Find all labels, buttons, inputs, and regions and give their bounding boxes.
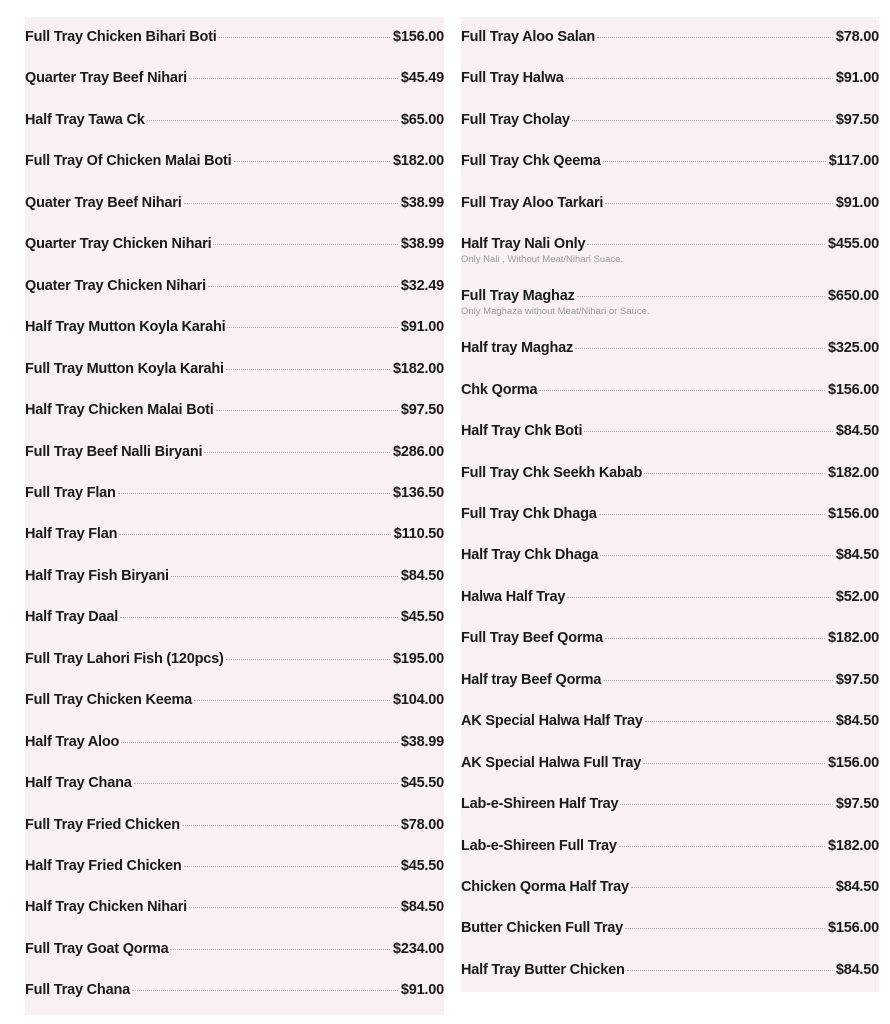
menu-item — [461, 236, 879, 265]
menu-item-name: Full Tray Fried Chicken — [25, 816, 180, 833]
menu-item-name: Half Tray Chicken Malai Boti — [25, 402, 214, 419]
dotted-leader — [605, 638, 825, 639]
menu-item-price: $182.00 — [392, 153, 444, 170]
menu-item-row — [461, 755, 879, 771]
menu-item-name: Full Tray Chicken Bihari Boti — [25, 29, 217, 45]
menu-item-row — [461, 796, 879, 812]
menu-item — [461, 465, 879, 481]
menu-item-price: $32.49 — [400, 277, 444, 294]
menu-item-row — [461, 672, 879, 688]
menu-item-name: Half Tray Flan — [25, 526, 118, 543]
menu-item-price: $91.00 — [835, 194, 879, 211]
menu-item-name: Half Tray Chk Boti — [461, 423, 583, 440]
menu-item-price: $97.50 — [400, 402, 444, 419]
menu-item-price: $65.00 — [400, 111, 444, 128]
menu-item — [461, 630, 879, 646]
menu-item — [461, 423, 879, 439]
menu-item — [25, 817, 444, 833]
dotted-leader — [182, 825, 398, 826]
menu-item-row — [461, 920, 879, 936]
menu-item-price: $84.50 — [835, 879, 879, 895]
dotted-leader — [566, 78, 833, 79]
menu-item-name: Half Tray Chicken Nihari — [25, 899, 188, 916]
dotted-leader — [619, 846, 825, 847]
menu-item-description: Only Maghaza without Meat/Nihari or Sauce. — [461, 306, 650, 318]
menu-item-name: AK Special Halwa Full Tray — [461, 754, 642, 771]
dotted-leader — [118, 493, 390, 494]
dotted-leader — [577, 296, 825, 297]
menu-item-row — [461, 506, 879, 522]
menu-item-price: $84.50 — [835, 547, 879, 564]
menu-item-row — [461, 962, 879, 978]
menu-item — [461, 796, 879, 812]
dotted-leader — [600, 555, 833, 556]
menu-item-price: $91.00 — [400, 982, 444, 999]
dotted-leader — [227, 327, 397, 328]
menu-item-name: Half Tray Chana — [25, 775, 132, 792]
menu-item-price: $38.99 — [400, 733, 444, 750]
menu-item-price: $104.00 — [392, 692, 444, 709]
menu-item-row — [25, 692, 444, 708]
menu-item-row — [25, 982, 444, 998]
menu-item — [461, 195, 879, 211]
dotted-leader — [643, 763, 825, 764]
menu-item-price: $455.00 — [827, 236, 879, 253]
menu-item-price: $650.00 — [827, 288, 879, 305]
menu-item — [461, 920, 879, 936]
menu-item-row — [461, 465, 879, 481]
dotted-leader — [132, 990, 398, 991]
menu-item — [25, 444, 444, 460]
dotted-leader — [587, 244, 825, 245]
menu-item-row — [461, 236, 879, 252]
dotted-leader — [584, 431, 833, 432]
menu-item — [25, 899, 444, 915]
menu-item-row — [461, 423, 879, 439]
dotted-leader — [605, 203, 833, 204]
menu-item-row — [461, 879, 879, 895]
menu-item — [25, 112, 444, 128]
menu-item-price: $156.00 — [827, 381, 879, 398]
menu-item-name: Lab-e-Shireen Full Tray — [461, 837, 617, 854]
menu-item-price: $45.49 — [400, 70, 444, 87]
menu-item-price: $78.00 — [400, 816, 444, 833]
menu-item-price: $156.00 — [827, 754, 879, 771]
menu-item-price: $182.00 — [827, 837, 879, 854]
dotted-leader — [627, 970, 833, 971]
menu-item-row — [25, 236, 444, 252]
menu-item-row — [461, 340, 879, 356]
menu-item — [25, 319, 444, 335]
menu-item — [461, 29, 879, 45]
menu-item-price: $45.50 — [400, 609, 444, 626]
menu-item — [461, 547, 879, 563]
menu-item-name: Half Tray Fried Chicken — [25, 858, 182, 874]
menu-item-name: Half Tray Fish Biryani — [25, 567, 169, 584]
menu-item-price: $182.00 — [827, 464, 879, 481]
dotted-leader — [539, 390, 825, 391]
menu-item — [25, 29, 444, 45]
menu-column-right — [461, 17, 879, 992]
menu-item-row — [25, 195, 444, 211]
menu-item-row — [25, 651, 444, 667]
dotted-leader — [226, 369, 390, 370]
menu-item-name: Full Tray Cholay — [461, 111, 570, 128]
dotted-leader — [234, 161, 390, 162]
menu-item — [25, 153, 444, 169]
menu-item-row — [25, 568, 444, 584]
menu-item-name: Chk Qorma — [461, 381, 538, 398]
menu-item-name: Full Tray Maghaz — [461, 288, 575, 305]
menu-item-price: $156.00 — [392, 29, 444, 45]
menu-item-name: Half Tray Butter Chicken — [461, 961, 625, 978]
menu-item — [461, 112, 879, 128]
menu-item-price: $91.00 — [400, 319, 444, 336]
dotted-leader — [119, 534, 390, 535]
menu-item-row — [25, 402, 444, 418]
menu-item — [461, 70, 879, 86]
menu-item-row — [461, 838, 879, 854]
menu-item-name: Half Tray Tawa Ck — [25, 111, 145, 128]
menu-item — [461, 755, 879, 771]
menu-item — [25, 775, 444, 791]
dotted-leader — [120, 617, 398, 618]
menu-item-price: $84.50 — [835, 423, 879, 440]
menu-item-name: Full Tray Chana — [25, 982, 130, 999]
menu-item-row — [25, 941, 444, 957]
menu-item — [25, 236, 444, 252]
menu-item-name: Full Tray Flan — [25, 484, 116, 501]
menu-item — [25, 402, 444, 418]
dotted-leader — [219, 37, 390, 38]
dotted-leader — [204, 452, 390, 453]
menu-item — [25, 70, 444, 86]
menu-item — [461, 962, 879, 978]
menu-item-row — [25, 526, 444, 542]
menu-item-name: Full Tray Aloo Salan — [461, 29, 596, 45]
menu-item-name: Butter Chicken Full Tray — [461, 920, 623, 937]
menu-item — [461, 672, 879, 688]
menu-item — [25, 526, 444, 542]
menu-item-row — [25, 609, 444, 625]
dotted-leader — [597, 37, 833, 38]
menu-item — [461, 506, 879, 522]
menu-item-price: $286.00 — [392, 443, 444, 460]
menu-item — [25, 195, 444, 211]
menu-item-price: $84.50 — [835, 961, 879, 978]
menu-item-price: $136.50 — [392, 484, 444, 501]
menu-item-row — [461, 382, 879, 398]
menu-item-name: Full Tray Beef Qorma — [461, 630, 603, 647]
menu-item-row — [25, 361, 444, 377]
menu-item-row — [25, 858, 444, 874]
menu-item-price: $38.99 — [400, 194, 444, 211]
dotted-leader — [603, 680, 833, 681]
menu-item-price: $97.50 — [835, 671, 879, 688]
menu-item-name: Full Tray Of Chicken Malai Boti — [25, 153, 232, 170]
dotted-leader — [170, 949, 390, 950]
menu-column-left — [25, 17, 444, 1015]
menu-item-name: Full Tray Halwa — [461, 70, 564, 87]
dotted-leader — [171, 576, 398, 577]
menu-item-row — [25, 775, 444, 791]
menu-item-row — [25, 899, 444, 915]
menu-item-name: Half tray Maghaz — [461, 340, 574, 357]
menu-item-row — [461, 195, 879, 211]
menu-item-row — [461, 713, 879, 729]
menu-item-row — [25, 817, 444, 833]
menu-item — [25, 361, 444, 377]
menu-item — [461, 838, 879, 854]
menu-item-name: Halwa Half Tray — [461, 588, 566, 605]
menu-item-price: $84.50 — [835, 713, 879, 730]
menu-item — [25, 734, 444, 750]
menu-item-row — [461, 547, 879, 563]
menu-item-row — [25, 153, 444, 169]
menu-item-price: $45.50 — [400, 858, 444, 874]
menu-item-price: $156.00 — [827, 505, 879, 522]
menu-item-row — [25, 278, 444, 294]
menu-item-price: $78.00 — [835, 29, 879, 45]
menu-item-row — [25, 112, 444, 128]
dotted-leader — [644, 473, 825, 474]
menu-item-name: AK Special Halwa Half Tray — [461, 713, 643, 730]
menu-item-price: $84.50 — [400, 899, 444, 916]
menu-item — [461, 340, 879, 356]
menu-item — [25, 609, 444, 625]
menu-item-row — [461, 153, 879, 169]
dotted-leader — [645, 721, 833, 722]
menu-item-row — [461, 288, 879, 304]
menu-item-name: Full Tray Beef Nalli Biryani — [25, 443, 203, 460]
menu-item — [25, 982, 444, 998]
menu-item-name: Half Tray Nali Only — [461, 236, 586, 253]
menu-item-row — [25, 734, 444, 750]
menu-item-row — [461, 630, 879, 646]
menu-item-row — [25, 70, 444, 86]
menu-item — [25, 941, 444, 957]
menu-item-price: $117.00 — [828, 153, 879, 170]
dotted-leader — [189, 907, 398, 908]
menu-item — [25, 568, 444, 584]
menu-item — [461, 589, 879, 605]
dotted-leader — [575, 348, 825, 349]
menu-item — [25, 692, 444, 708]
menu-item-row — [461, 70, 879, 86]
dotted-leader — [603, 161, 826, 162]
menu-item — [461, 879, 879, 895]
menu-item-name: Full Tray Chk Qeema — [461, 153, 601, 170]
menu-item-name: Half Tray Mutton Koyla Karahi — [25, 319, 226, 336]
dotted-leader — [226, 659, 390, 660]
menu-item — [25, 278, 444, 294]
dotted-leader — [572, 120, 833, 121]
menu-item-name: Quarter Tray Beef Nihari — [25, 70, 188, 87]
menu-item-name: Chicken Qorma Half Tray — [461, 879, 629, 895]
menu-item-price: $97.50 — [835, 796, 879, 813]
menu-item — [461, 153, 879, 169]
menu-item-row — [25, 29, 444, 45]
dotted-leader — [631, 887, 833, 888]
menu-item-price: $182.00 — [827, 630, 879, 647]
menu-item — [461, 288, 879, 317]
menu-item-name: Quater Tray Beef Nihari — [25, 194, 182, 211]
menu-item — [25, 651, 444, 667]
dotted-leader — [213, 244, 397, 245]
menu-item — [25, 858, 444, 874]
menu-item-price: $38.99 — [400, 236, 444, 253]
menu-item-row — [461, 112, 879, 128]
menu-item-row — [25, 485, 444, 501]
dotted-leader — [567, 597, 833, 598]
menu-item-name: Half Tray Daal — [25, 609, 119, 626]
menu-item-price: $195.00 — [392, 650, 444, 667]
dotted-leader — [189, 78, 398, 79]
menu-item-name: Quater Tray Chicken Nihari — [25, 277, 206, 294]
menu-item-row — [25, 319, 444, 335]
menu-item-price: $234.00 — [392, 940, 444, 957]
dotted-leader — [208, 286, 398, 287]
menu-item-price: $45.50 — [400, 775, 444, 792]
menu-item-row — [461, 29, 879, 45]
dotted-leader — [134, 783, 398, 784]
dotted-leader — [184, 203, 398, 204]
dotted-leader — [216, 410, 398, 411]
menu-item-price: $91.00 — [835, 70, 879, 87]
dotted-leader — [194, 700, 390, 701]
menu-item-row — [25, 444, 444, 460]
menu-item-description: Only Nali , Without Meat/Nihari Suace. — [461, 254, 624, 266]
menu-item — [25, 485, 444, 501]
menu-item-price: $84.50 — [400, 567, 444, 584]
menu-item-row — [461, 589, 879, 605]
menu-item — [461, 713, 879, 729]
dotted-leader — [147, 120, 398, 121]
menu-item-price: $97.50 — [835, 111, 879, 128]
menu-item-name: Half Tray Chk Dhaga — [461, 547, 599, 564]
menu-item-price: $156.00 — [827, 920, 879, 937]
dotted-leader — [184, 866, 398, 867]
menu-item-name: Full Tray Lahori Fish (120pcs) — [25, 650, 224, 667]
menu-item-price: $325.00 — [827, 340, 879, 357]
menu-item — [461, 382, 879, 398]
menu-item-name: Full Tray Chicken Keema — [25, 692, 193, 709]
dotted-leader — [121, 742, 398, 743]
menu-item-name: Quarter Tray Chicken Nihari — [25, 236, 212, 253]
menu-item-name: Full Tray Mutton Koyla Karahi — [25, 360, 224, 377]
menu-item-name: Half Tray Aloo — [25, 733, 120, 750]
menu-item-name: Lab-e-Shireen Half Tray — [461, 796, 619, 813]
dotted-leader — [599, 514, 825, 515]
menu-item-name: Full Tray Aloo Tarkari — [461, 194, 604, 211]
menu-item-price: $182.00 — [392, 360, 444, 377]
dotted-leader — [620, 804, 832, 805]
menu-item-name: Full Tray Goat Qorma — [25, 940, 169, 957]
dotted-leader — [625, 928, 825, 929]
menu-item-price: $52.00 — [835, 588, 879, 605]
menu-item-price: $110.50 — [393, 526, 444, 543]
menu-item-name: Full Tray Chk Seekh Kabab — [461, 464, 643, 481]
menu-item-name: Full Tray Chk Dhaga — [461, 505, 597, 522]
menu-item-name: Half tray Beef Qorma — [461, 671, 602, 688]
